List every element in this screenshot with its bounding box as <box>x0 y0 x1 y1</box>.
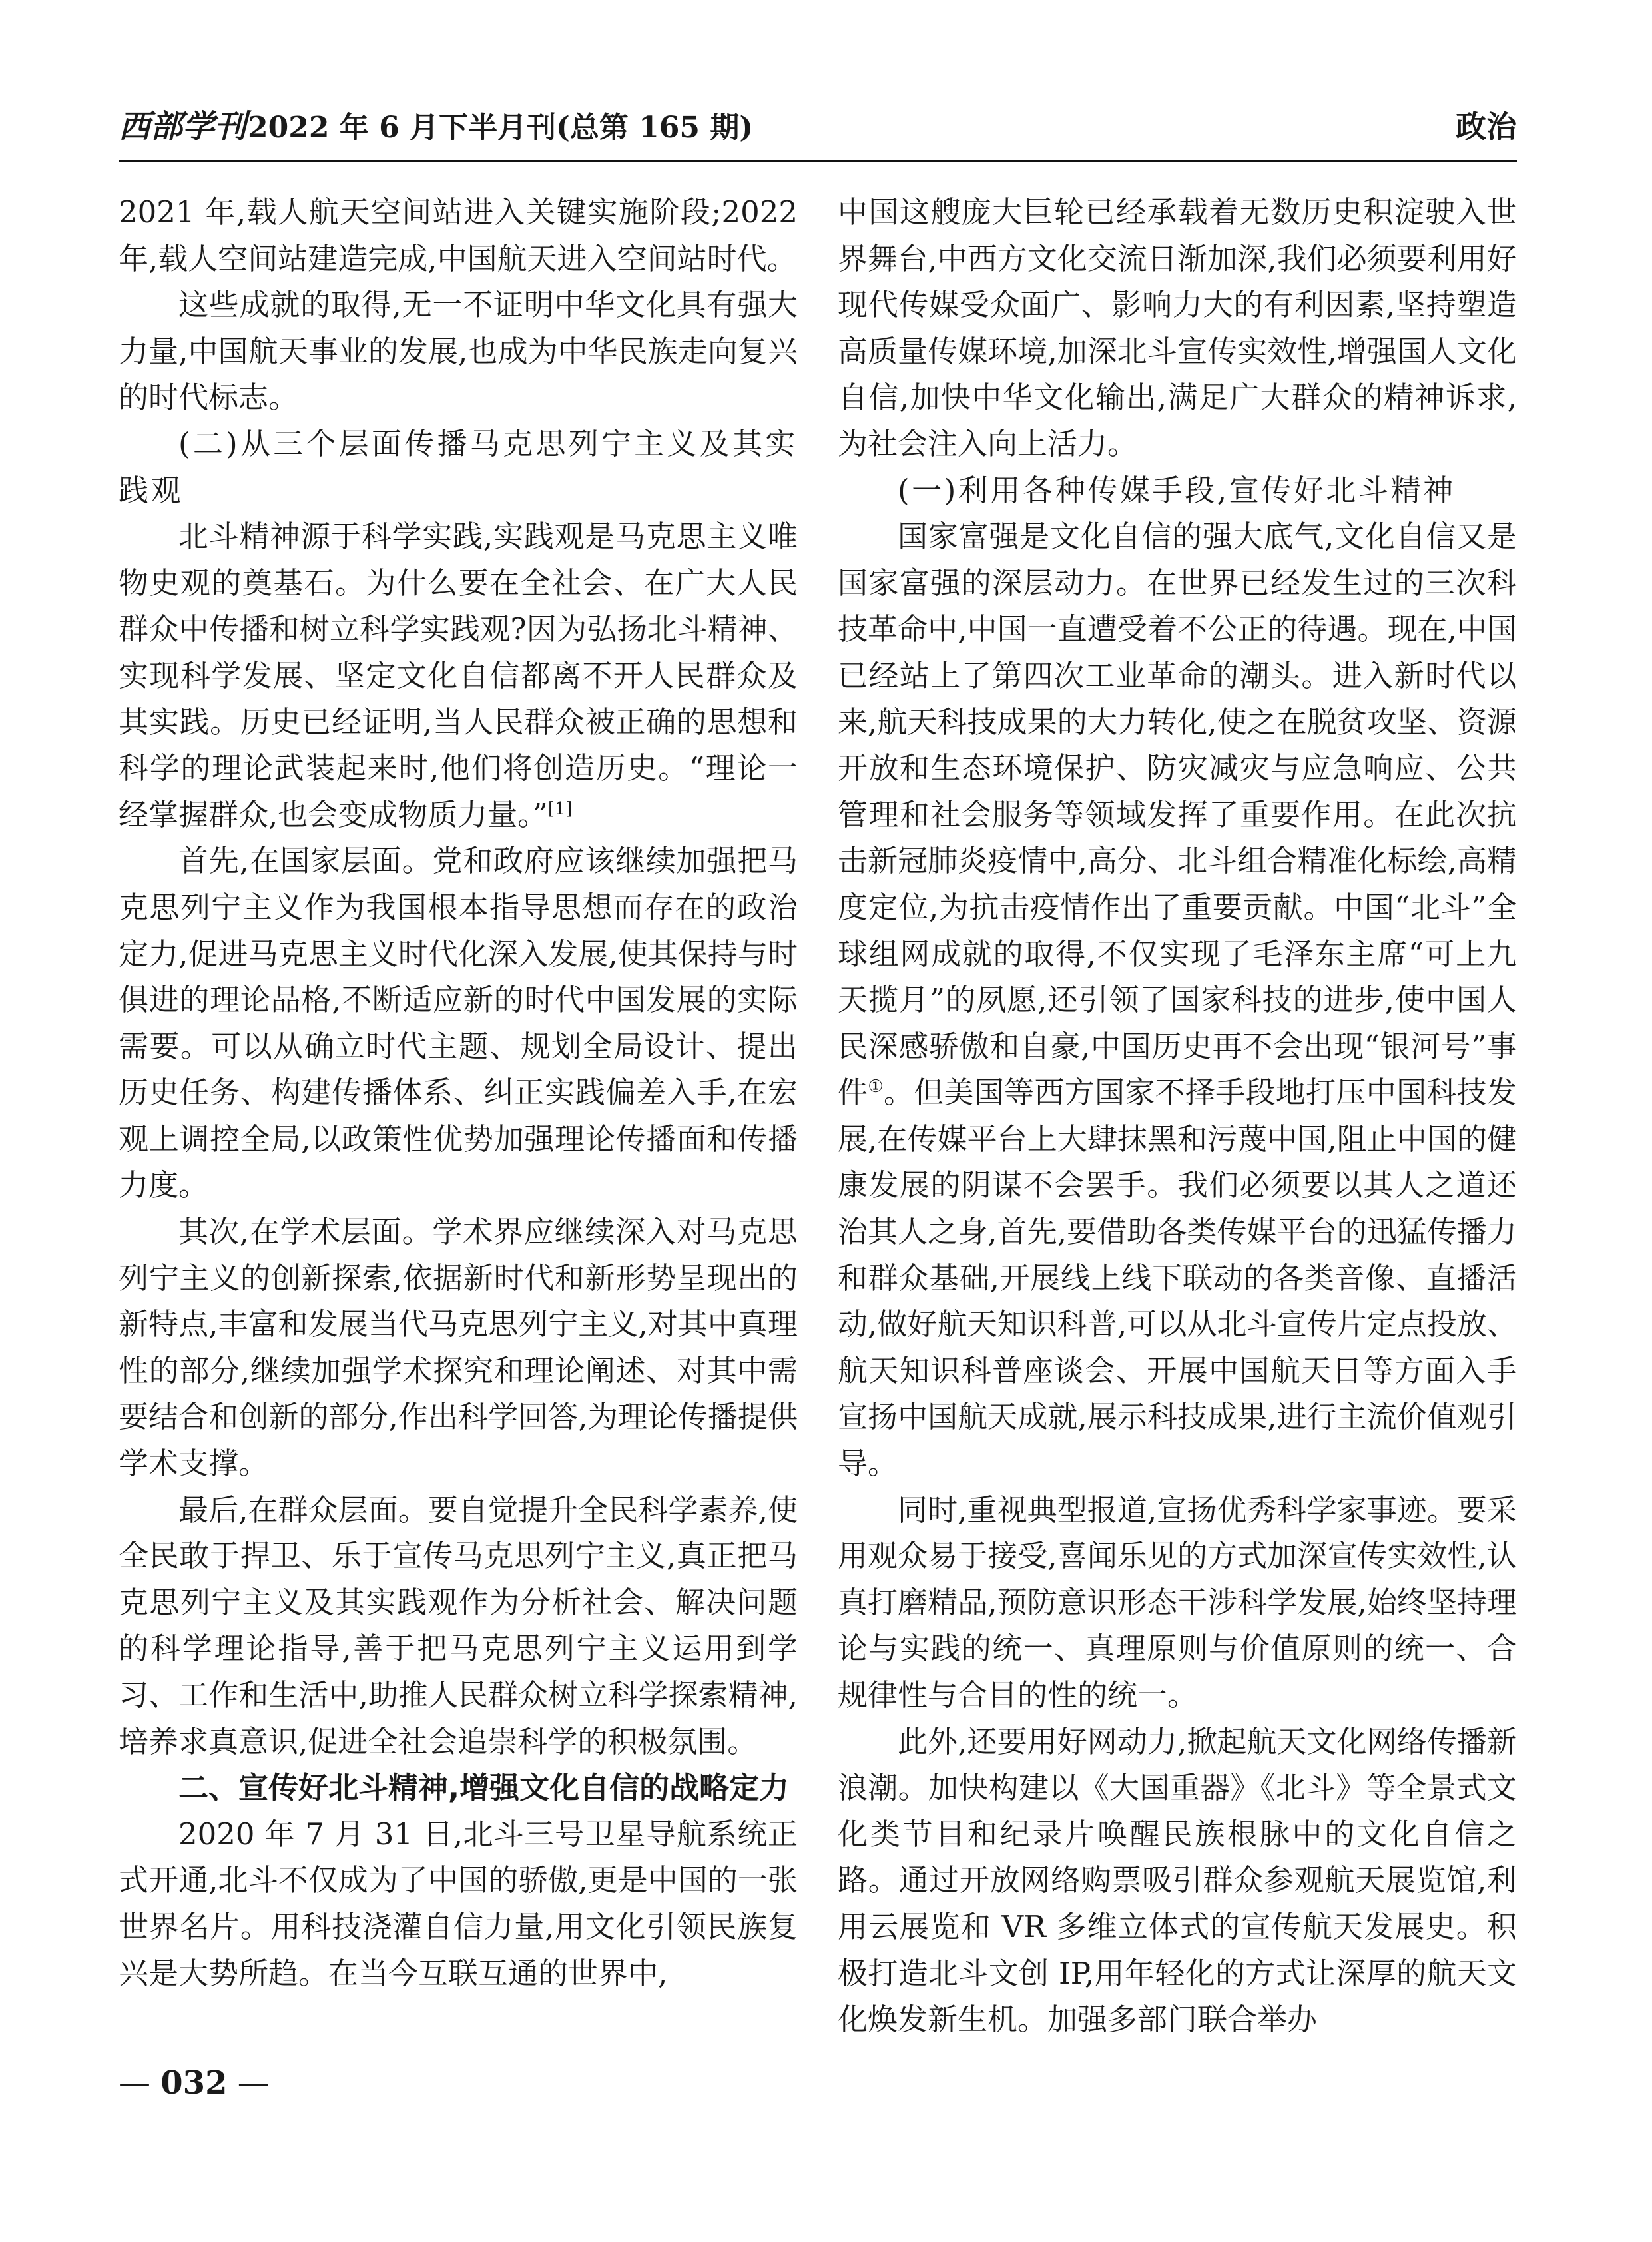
paragraph-text: (一)利用各种传媒手段,宣传好北斗精神 <box>898 472 1456 508</box>
journal-masthead <box>119 107 753 148</box>
paragraph <box>119 282 798 421</box>
paragraph-text: 2020 年 7 月 31 日,北斗三号卫星导航系统正式开通,北斗不仅成为了中国的骄傲,更是中国的一张世界名片。用科技浇灌自信力量,用文化引领民族复兴是大势所趋。在当今互联互通的世界中, <box>119 1816 798 1991</box>
page-footer <box>119 2064 270 2102</box>
paragraph-text: 2021 年,载人航天空间站进入关键实施阶段;2022 年,载人空间站建造完成,中国航天进入空间站时代。 <box>119 194 798 276</box>
left-column <box>119 189 798 1996</box>
paragraph <box>838 1487 1517 1719</box>
paragraph <box>119 1487 798 1765</box>
paragraph-text: 中国这艘庞大巨轮已经承载着无数历史积淀驶入世界舞台,中西方文化交流日渐加深,我们必须要利用好现代传媒受众面广、影响力大的有利因素,坚持塑造高质量传媒环境,加深北斗宣传实效性,增强国人文化自信,加快中华文化输出,满足广大群众的精神诉求,为社会注入向上活力。 <box>838 194 1517 461</box>
section-heading <box>119 1765 798 1811</box>
paragraph-text: 其次,在学术层面。学术界应继续深入对马克思列宁主义的创新探索,依据新时代和新形势呈现出的新特点,丰富和发展当代马克思列宁主义,对其中真理性的部分,继续加强学术探究和理论阐述、对其中需要结合和创新的部分,作出科学回答,为理论传播提供学术支撑。 <box>119 1214 798 1482</box>
paragraph-text: 首先,在国家层面。党和政府应该继续加强把马克思列宁主义作为我国根本指导思想而存在的政治定力,促进马克思主义时代化深入发展,使其保持与时俱进的理论品格,不断适应新的时代中国发展的实际需要。可以从确立时代主题、规划全局设计、提出历史任务、构建传播体系、纠正实践偏差入手,在宏观上调控全局,以政策性优势加强理论传播面和传播力度。 <box>119 843 798 1203</box>
paragraph-text: 这些成就的取得,无一不证明中华文化具有强大力量,中国航天事业的发展,也成为中华民族走向复兴的时代标志。 <box>119 287 798 416</box>
footnote-reference: ① <box>868 1077 884 1097</box>
paragraph <box>119 1811 798 1996</box>
footnote-reference: [1] <box>547 798 573 819</box>
paragraph-text: 同时,重视典型报道,宣扬优秀科学家事迹。要采用观众易于接受,喜闻乐见的方式加深宣传实效性,认真打磨精品,预防意识形态干涉科学发展,始终坚持理论与实践的统一、真理原则与价值原则的统一、合规律性与合目的性的统一。 <box>838 1492 1517 1713</box>
issue-info: 2022 年 6 月下半月刊(总第 165 期) <box>248 111 754 144</box>
section-heading <box>838 467 1517 514</box>
paragraph-text: 国家富强是文化自信的强大底气,文化自信又是国家富强的深层动力。在世界已经发生过的三次科技革命中,中国一直遭受着不公正的待遇。现在,中国已经站上了第四次工业革命的潮头。进入新时代以来,航天科技成果的大力转化,使之在脱贫攻坚、资源开放和生态环境保护、防灾减灾与应急响应、公共管理和社会服务等领域发挥了重要作用。在此次抗击新冠肺炎疫情中,高分、北斗组合精准化标绘,高精度定位,为抗击疫情作出了重要贡献。中国“北斗”全球组网成就的取得,不仅实现了毛泽东主席“可上九天揽月”的夙愿,还引领了国家科技的进步,使中国人民深感骄傲和自豪,中国历史再不会出现“银河号”事件 <box>838 519 1517 1111</box>
paragraph-text: 北斗精神源于科学实践,实践观是马克思主义唯物史观的奠基石。为什么要在全社会、在广大人民群众中传播和树立科学实践观?因为弘扬北斗精神、实现科学发展、坚定文化自信都离不开人民群众及其实践。历史已经证明,当人民群众被正确的思想和科学的理论武装起来时,他们将创造历史。“理论一经掌握群众,也会变成物质力量。” <box>119 519 798 832</box>
footer-dash-right: — <box>227 2064 270 2102</box>
page-number: 032 <box>160 2064 228 2102</box>
paragraph <box>119 189 798 282</box>
section-label: 政治 <box>1456 109 1517 144</box>
paragraph-text: 最后,在群众层面。要自觉提升全民科学素养,使全民敢于捍卫、乐于宣传马克思列宁主义,真正把马克思列宁主义及其实践观作为分析社会、解决问题的科学理论指导,善于把马克思列宁主义运用到学习、工作和生活中,助推人民群众树立科学探索精神,培养求真意识,促进全社会追崇科学的积极氛围。 <box>119 1492 798 1759</box>
paragraph <box>838 1719 1517 2043</box>
paragraph <box>838 189 1517 467</box>
section-heading <box>119 421 798 513</box>
paragraph-text-continued: 。但美国等西方国家不择手段地打压中国科技发展,在传媒平台上大肆抹黑和污蔑中国,阻止中国的健康发展的阴谋不会罢手。我们必须要以其人之道还治其人之身,首先,要借助各类传媒平台的迅猛传播力和群众基础,开展线上线下联动的各类音像、直播活动,做好航天知识科普,可以从北斗宣传片定点投放、航天知识科普座谈会、开展中国航天日等方面入手宣扬中国航天成就,展示科技成果,进行主流价值观引导。 <box>838 1075 1517 1482</box>
paragraph <box>838 513 1517 1486</box>
paragraph-text: 此外,还要用好网动力,掀起航天文化网络传播新浪潮。加快构建以《大国重器》《北斗》等全景式文化类节目和纪录片唤醒民族根脉中的文化自信之路。通过开放网络购票吸引群众参观航天展览馆,利用云展览和 VR 多维立体式的宣传航天发展史。积极打造北斗文创 IP,用年轻化的方式让深厚的航天文化焕发新生机。加强多部门联合举办 <box>838 1723 1517 2038</box>
paragraph <box>119 513 798 838</box>
paragraph-text: 二、宣传好北斗精神,增强文化自信的战略定力 <box>178 1770 790 1806</box>
paragraph <box>119 1209 798 1487</box>
header-rule <box>119 160 1517 166</box>
paragraph <box>119 838 798 1209</box>
right-column <box>838 189 1517 2043</box>
journal-logo: 西部学刊 <box>119 108 247 145</box>
paragraph-text: (二)从三个层面传播马克思列宁主义及其实践观 <box>119 425 798 508</box>
page-header <box>119 107 1517 168</box>
footer-dash-left: — <box>119 2064 161 2102</box>
